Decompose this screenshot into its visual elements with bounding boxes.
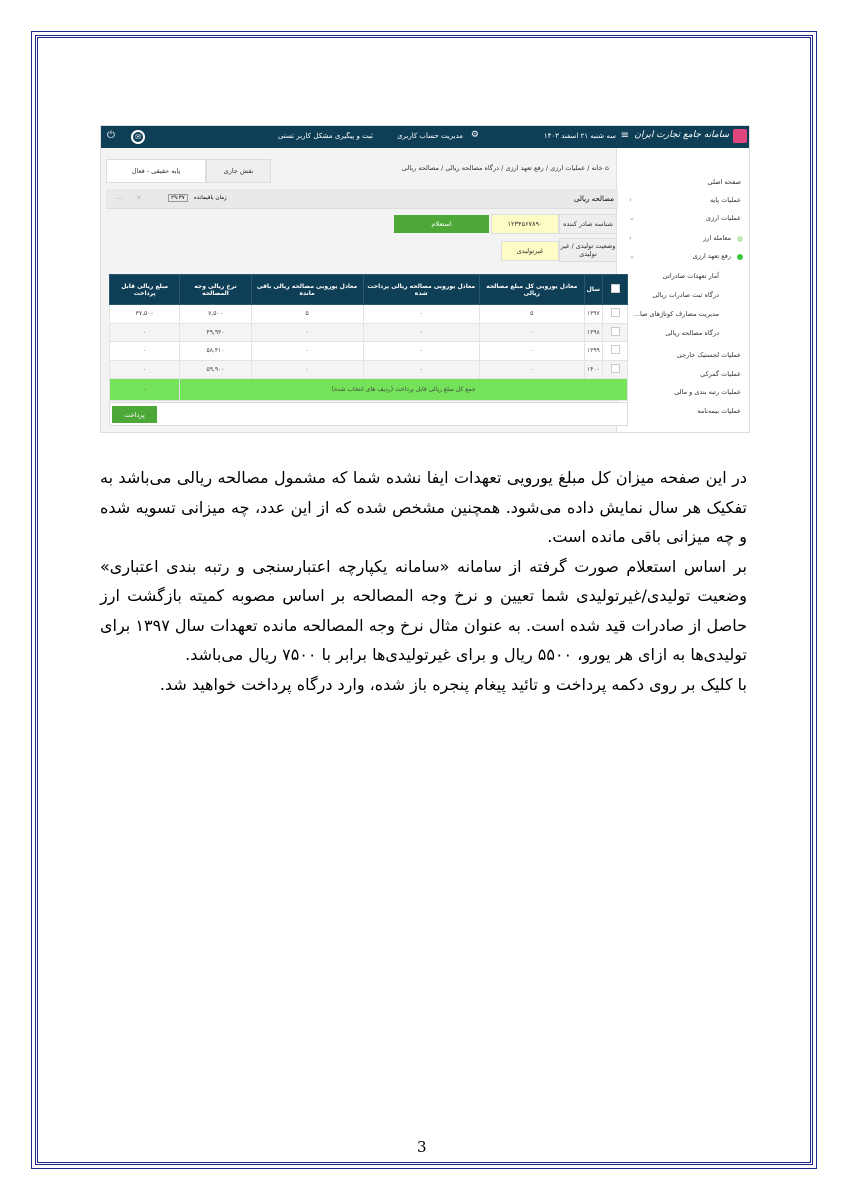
table-cell: ۷,۵۰۰ [180,305,251,324]
timer-label: زمان باقیمانده [194,195,227,201]
sidebar-item-fx-commitment[interactable]: رفع تعهد ارزی [692,252,731,260]
sidebar-item-customs[interactable]: عملیات گمرکی [700,370,741,378]
col-total-euro: معادل یورویی کل مبلغ مصالحه ریالی [479,275,584,305]
user-name[interactable]: کاربر تستی [277,132,311,140]
table-cell: ۰ [479,360,584,379]
sidebar-item-export-stats[interactable]: آمار تعهدات صادراتی [662,272,719,280]
issuer-label: شناسه صادر کننده [559,214,617,234]
power-icon[interactable]: ⏻ [107,130,115,141]
account-management-link[interactable]: مدیریت حساب کاربری [397,132,463,140]
paragraph: بر اساس استعلام صورت گرفته از سامانه «سامانه یکپارچه اعتبارسنجی و رتبه بندی اعتباری» وضعیت تولیدی/غیرتولیدی شما تعیین و نرخ وجه المصالحه بر اساس مصوبه کمیته بازگشت ارز حاصل از صادرات قید شده است. به عنوان مثال نرخ وجه المصالحه مانده تعهدات سال ۱۳۹۷ برای تولیدی‌ها به ازای هر یورو، ۵۵۰۰ ریال و برای غیرتولیدی‌ها برابر با ۷۵۰۰ ریال می‌باشد. [100,556,747,664]
row-checkbox[interactable] [611,308,620,317]
sidebar-item-fx-ops[interactable]: عملیات ارزی [705,214,741,222]
table-cell: ۴۹,۹۴۰ [180,323,251,342]
sidebar-item-cottage-mgmt[interactable]: مدیریت مصارف کوتاژهای صا... [633,310,719,318]
table-cell: ۰ [363,360,479,379]
production-status-field: غیرتولیدی [501,241,559,261]
chevron-left-icon: ‹ [629,196,632,204]
paragraph: با کلیک بر روی دکمه پرداخت و تائید پیغام پنجره باز شده، وارد درگاه پرداخت خواهید شد. [159,674,747,694]
table-cell: ۱۳۹۸ [584,323,602,342]
logo-icon [733,129,747,143]
pay-button[interactable]: پرداخت [112,406,157,423]
table-cell: ۰ [479,342,584,361]
total-row [110,379,628,401]
chevron-left-icon: ‹ [629,234,632,242]
sidebar-item-fx-trade[interactable]: معامله ارز [703,234,731,242]
issuer-id-field[interactable]: ۱۲۳۴۵۶۷۸۹۰ [491,214,559,234]
row-checkbox[interactable] [611,364,620,373]
breadcrumb-home[interactable]: خانه [591,164,603,172]
table-cell: ۵ [251,305,363,324]
app-logo-title: سامانه جامع تجارت ایران [634,130,729,140]
panel-header [106,189,618,209]
menu-icon[interactable]: ≡ [620,130,629,141]
table-cell: ۱۳۹۹ [584,342,602,361]
table-cell: ۰ [363,323,479,342]
col-year: سال [584,275,602,305]
table-cell: ۵۸,۴۱۰ [180,342,251,361]
row-checkbox-cell[interactable] [603,305,628,324]
breadcrumb: ⌂ خانه / عملیات ارزی / رفع تعهد ارزی / درگاه مصالحه ریالی / مصالحه ریالی [401,164,609,172]
timer-value: ۲۹:۳۷ [168,194,188,202]
table-cell: ۰ [363,342,479,361]
table-cell: ۰ [251,360,363,379]
col-paid-euro: معادل یورویی مصالحه ریالی پرداخت شده [363,275,479,305]
table-cell: ۵ [479,305,584,324]
table-cell: ۰ [110,360,180,379]
table-row [110,305,628,324]
table-row [110,342,628,361]
sidebar-item-rating[interactable]: عملیات رتبه بندی و مالی [674,388,741,396]
row-checkbox-cell[interactable] [603,323,628,342]
table-cell: ۰ [363,305,479,324]
total-label: جمع کل مبلغ ریالی قابل پرداخت (ردیف های انتخاب شده) [180,379,628,401]
col-payable: مبلغ ریالی قابل پرداخت [110,275,180,305]
table-cell: ۳۷,۵۰۰ [110,305,180,324]
chevron-down-icon: ⌄ [629,252,635,260]
row-checkbox-cell[interactable] [603,360,628,379]
issue-tracking-link[interactable]: ثبت و پیگیری مشکل [313,132,373,140]
breadcrumb-gateway[interactable]: درگاه مصالحه ریالی [445,164,500,172]
table-cell: ۱۳۹۷ [584,305,602,324]
select-all-checkbox[interactable] [611,284,620,293]
breadcrumb-fx-ops[interactable]: عملیات ارزی [550,164,586,172]
home-icon: ⌂ [602,164,609,172]
row-checkbox-cell[interactable] [603,342,628,361]
sidebar-item-rial-settlement-gateway[interactable]: درگاه مصالحه ریالی [665,329,719,337]
breadcrumb-current: مصالحه ریالی [401,164,439,172]
body-text [100,463,747,699]
date: سه شنبه ۲۱ اسفند ۱۴۰۳ [543,132,616,140]
sidebar-item-base-ops[interactable]: عملیات پایه [710,196,741,204]
sidebar-item-home[interactable]: صفحه اصلی [707,178,741,186]
total-value: ۰ [110,379,180,401]
table-cell: ۰ [110,323,180,342]
row-checkbox[interactable] [611,327,620,336]
sidebar-item-insurance[interactable]: عملیات بیمه‌نامه [697,407,741,415]
table-cell: ۰ [110,342,180,361]
inquiry-button[interactable]: استعلام [394,215,489,233]
sidebar-item-rial-export-gateway[interactable]: درگاه ثبت صادرات ریالی [652,291,719,299]
close-icon[interactable]: ✕ [136,194,142,202]
table-cell: ۰ [251,342,363,361]
breadcrumb-fx-commitment[interactable]: رفع تعهد ارزی [505,164,544,172]
app-screenshot [100,125,750,433]
col-remaining-euro: معادل یورویی مصالحه ریالی باقی مانده [251,275,363,305]
gears-icon: ⚙ [470,130,479,140]
status-dot-icon [737,236,743,242]
top-header [101,126,750,148]
table-row [110,323,628,342]
status-label: وضعیت تولیدی / غیر تولیدی [559,238,617,262]
settlement-table [109,274,628,401]
page-number: 3 [417,1138,427,1156]
minimize-icon[interactable]: — [116,194,123,202]
status-dot-icon [737,254,743,260]
table-cell: ۰ [251,323,363,342]
col-rate: نرخ ریالی وجه المصالحه [180,275,251,305]
table-cell: ۱۴۰۰ [584,360,602,379]
table-cell: ۰ [479,323,584,342]
mail-icon[interactable]: ✉ [131,130,145,144]
sidebar-item-logistics[interactable]: عملیات لجستیک خارجی [676,351,741,359]
paragraph: در این صفحه میزان کل مبلغ یورویی تعهدات ایفا نشده شما که مشمول مصالحه ریالی می‌باشد به تفکیک هر سال نمایش داده می‌شود. همچنین مشخص شده که از این عدد، چه میزانی تسویه شده و چه میزانی باقی مانده است. [100,468,747,546]
sidebar [616,148,749,433]
table-row [110,360,628,379]
pay-panel [109,402,628,426]
role-label: نقش جاری [206,159,271,183]
role-select[interactable]: پایه حقیقی - فعال [106,159,206,183]
row-checkbox[interactable] [611,345,620,354]
chevron-down-icon: ⌄ [629,214,635,222]
table-cell: ۵۹,۹۰۰ [180,360,251,379]
panel-title: مصالحه ریالی [573,195,614,203]
